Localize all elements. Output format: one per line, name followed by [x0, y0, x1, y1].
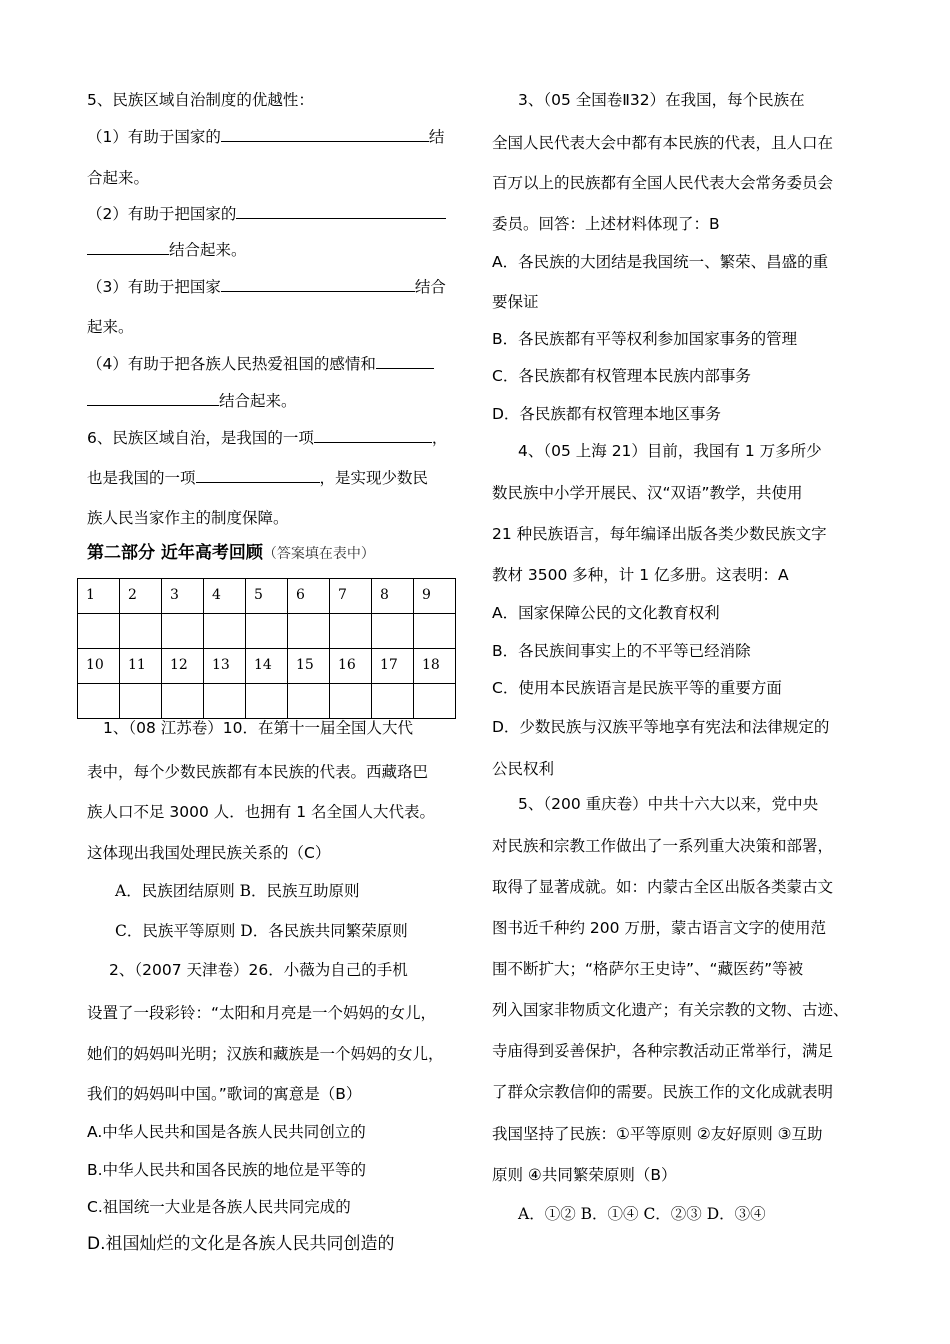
- answer-table-blank-row: [78, 614, 456, 649]
- p3-option-a: A．各民族的大团结是我国统一、繁荣、昌盛的重: [492, 253, 829, 271]
- answer-cell[interactable]: [414, 614, 456, 649]
- p5-line-9: 我国坚持了民族：①平等原则 ②友好原则 ③互助: [492, 1125, 823, 1143]
- answer-cell[interactable]: [120, 614, 162, 649]
- q5-item-2-cont: 结合起来。: [87, 239, 247, 260]
- p1-line-2: 表中，每个少数民族都有本民族的代表。西藏珞巴: [87, 763, 429, 781]
- p5-line-10: 原则 ④共同繁荣原则（B）: [492, 1166, 677, 1184]
- section-title: 第二部分 近年高考回顾: [87, 543, 263, 563]
- p1-line-4: 这体现出我国处理民族关系的（C）: [87, 844, 331, 862]
- table-cell: 13: [204, 649, 246, 684]
- q5-item-1: （1）有助于国家的 结: [87, 128, 445, 146]
- table-cell: 9: [414, 579, 456, 614]
- answer-cell[interactable]: [372, 614, 414, 649]
- p1-options-cd: C．民族平等原则 D．各民族共同繁荣原则: [115, 922, 408, 940]
- p5-line-1: 5、（200 重庆卷）中共十六大以来，党中央: [518, 795, 819, 813]
- q5-title: 5、民族区域自治制度的优越性：: [87, 91, 314, 109]
- table-cell: 10: [78, 649, 120, 684]
- answer-cell[interactable]: [414, 684, 456, 719]
- answer-cell[interactable]: [372, 684, 414, 719]
- p4-option-a: A．国家保障公民的文化教育权利: [492, 604, 720, 622]
- table-cell: 15: [288, 649, 330, 684]
- table-cell: 12: [162, 649, 204, 684]
- p3-line-3: 百万以上的民族都有全国人民代表大会常务委员会: [492, 174, 834, 192]
- p4-option-b: B．各民族间事实上的不平等已经消除: [492, 642, 751, 660]
- q5-item-3-cont: 起来。: [87, 318, 134, 336]
- answer-cell[interactable]: [78, 614, 120, 649]
- answer-cell[interactable]: [204, 684, 246, 719]
- table-cell: 2: [120, 579, 162, 614]
- q5-item-2: （2）有助于把国家的: [87, 203, 446, 224]
- answer-cell[interactable]: [78, 684, 120, 719]
- p5-options: A．①② B．①④ C．②③ D．③④: [518, 1205, 766, 1223]
- p5-line-5: 围不断扩大；“格萨尔王史诗”、“藏医药”等被: [492, 960, 804, 978]
- p3-line-4: 委员。回答：上述材料体现了：B: [492, 215, 720, 233]
- p5-line-4: 图书近千种约 200 万册，蒙古语言文字的使用范: [492, 919, 826, 937]
- q5-item-1-cont: 合起来。: [87, 169, 150, 187]
- p5-line-6: 列入国家非物质文化遗产；有关宗教的文物、古迹、: [492, 1001, 849, 1019]
- q6-line-3: 族人民当家作主的制度保障。: [87, 509, 289, 527]
- section-heading: [87, 543, 375, 564]
- q6-line-1: 6、民族区域自治，是我国的一项 ，: [87, 429, 448, 447]
- answer-cell[interactable]: [288, 614, 330, 649]
- p4-option-c: C．使用本民族语言是民族平等的重要方面: [492, 679, 782, 697]
- p2-option-a: A.中华人民共和国是各族人民共同创立的: [87, 1123, 366, 1141]
- p4-line-3: 21 种民族语言，每年编译出版各类少数民族文字: [492, 525, 827, 543]
- p1-line-3: 族人口不足 3000 人．也拥有 1 名全国人大代表。: [87, 803, 436, 821]
- table-cell: 11: [120, 649, 162, 684]
- p5-line-3: 取得了显著成就。如：内蒙古全区出版各类蒙古文: [492, 878, 834, 896]
- answer-blank[interactable]: [196, 467, 320, 483]
- answer-blank[interactable]: [221, 126, 429, 142]
- q5-item-3: （3）有助于把国家 结合: [87, 278, 446, 296]
- answer-table-number-row: [78, 649, 456, 684]
- p1-line-1: 1、（08 江苏卷）10．在第十一届全国人大代: [103, 719, 413, 737]
- answer-cell[interactable]: [120, 684, 162, 719]
- answer-table-blank-row: [78, 684, 456, 719]
- q5-item-4: （4）有助于把各族人民热爱祖国的感情和: [87, 353, 434, 374]
- table-cell: 14: [246, 649, 288, 684]
- p5-line-8: 了群众宗教信仰的需要。民族工作的文化成就表明: [492, 1083, 834, 1101]
- table-cell: 4: [204, 579, 246, 614]
- p3-option-c: C．各民族都有权管理本民族内部事务: [492, 367, 751, 385]
- table-cell: 5: [246, 579, 288, 614]
- q5-item-4-cont: 结合起来。: [87, 390, 297, 411]
- p2-line-4: 我们的妈妈叫中国。”歌词的寓意是（B）: [87, 1085, 362, 1103]
- p5-line-2: 对民族和宗教工作做出了一系列重大决策和部署，: [492, 837, 834, 855]
- table-cell: 8: [372, 579, 414, 614]
- answer-blank[interactable]: [87, 239, 169, 255]
- answer-cell[interactable]: [288, 684, 330, 719]
- answer-cell[interactable]: [330, 614, 372, 649]
- section-note: （答案填在表中）: [262, 546, 375, 562]
- p2-option-b: B.中华人民共和国各民族的地位是平等的: [87, 1161, 367, 1179]
- p4-option-d-cont: 公民权利: [492, 760, 555, 778]
- answer-cell[interactable]: [162, 684, 204, 719]
- p3-line-2: 全国人民代表大会中都有本民族的代表，且人口在: [492, 134, 834, 152]
- p1-options-ab: A．民族团结原则 B．民族互助原则: [115, 882, 360, 900]
- p4-line-4: 教材 3500 多种，计 1 亿多册。这表明：A: [492, 566, 789, 584]
- p3-option-a-cont: 要保证: [492, 293, 539, 311]
- answer-blank[interactable]: [221, 276, 415, 292]
- table-cell: 18: [414, 649, 456, 684]
- p5-line-7: 寺庙得到妥善保护，各种宗教活动正常举行，满足: [492, 1042, 834, 1060]
- answer-cell[interactable]: [330, 684, 372, 719]
- answer-blank[interactable]: [314, 427, 432, 443]
- p2-line-2: 设置了一段彩铃：“太阳和月亮是一个妈妈的女儿，: [87, 1004, 437, 1022]
- q6-line-2: 也是我国的一项 ，是实现少数民: [87, 469, 429, 487]
- answer-blank[interactable]: [87, 390, 219, 406]
- p3-option-d: D．各民族都有权管理本地区事务: [492, 405, 721, 423]
- p2-option-c: C.祖国统一大业是各族人民共同完成的: [87, 1198, 351, 1216]
- table-cell: 1: [78, 579, 120, 614]
- table-cell: 16: [330, 649, 372, 684]
- answer-cell[interactable]: [246, 684, 288, 719]
- answer-table: [77, 578, 456, 719]
- answer-table-number-row: [78, 579, 456, 614]
- p4-line-2: 数民族中小学开展民、汉“双语”教学，共使用: [492, 484, 803, 502]
- table-cell: 6: [288, 579, 330, 614]
- answer-blank[interactable]: [236, 203, 446, 219]
- table-cell: 3: [162, 579, 204, 614]
- p4-option-d: D．少数民族与汉族平等地享有宪法和法律规定的: [492, 718, 830, 736]
- answer-cell[interactable]: [204, 614, 246, 649]
- p2-line-3: 她们的妈妈叫光明；汉族和藏族是一个妈妈的女儿，: [87, 1045, 444, 1063]
- p2-option-d: D.祖国灿烂的文化是各族人民共同创造的: [87, 1234, 395, 1254]
- answer-blank[interactable]: [376, 353, 434, 369]
- table-cell: 7: [330, 579, 372, 614]
- p3-line-1: 3、（05 全国卷Ⅱ32）在我国，每个民族在: [518, 91, 805, 109]
- p3-option-b: B．各民族都有平等权利参加国家事务的管理: [492, 330, 798, 348]
- answer-cell[interactable]: [162, 614, 204, 649]
- p4-line-1: 4、（05 上海 21）目前，我国有 1 万多所少: [518, 442, 822, 460]
- answer-cell[interactable]: [246, 614, 288, 649]
- table-cell: 17: [372, 649, 414, 684]
- p2-line-1: 2、（2007 天津卷）26．小薇为自己的手机: [109, 961, 408, 979]
